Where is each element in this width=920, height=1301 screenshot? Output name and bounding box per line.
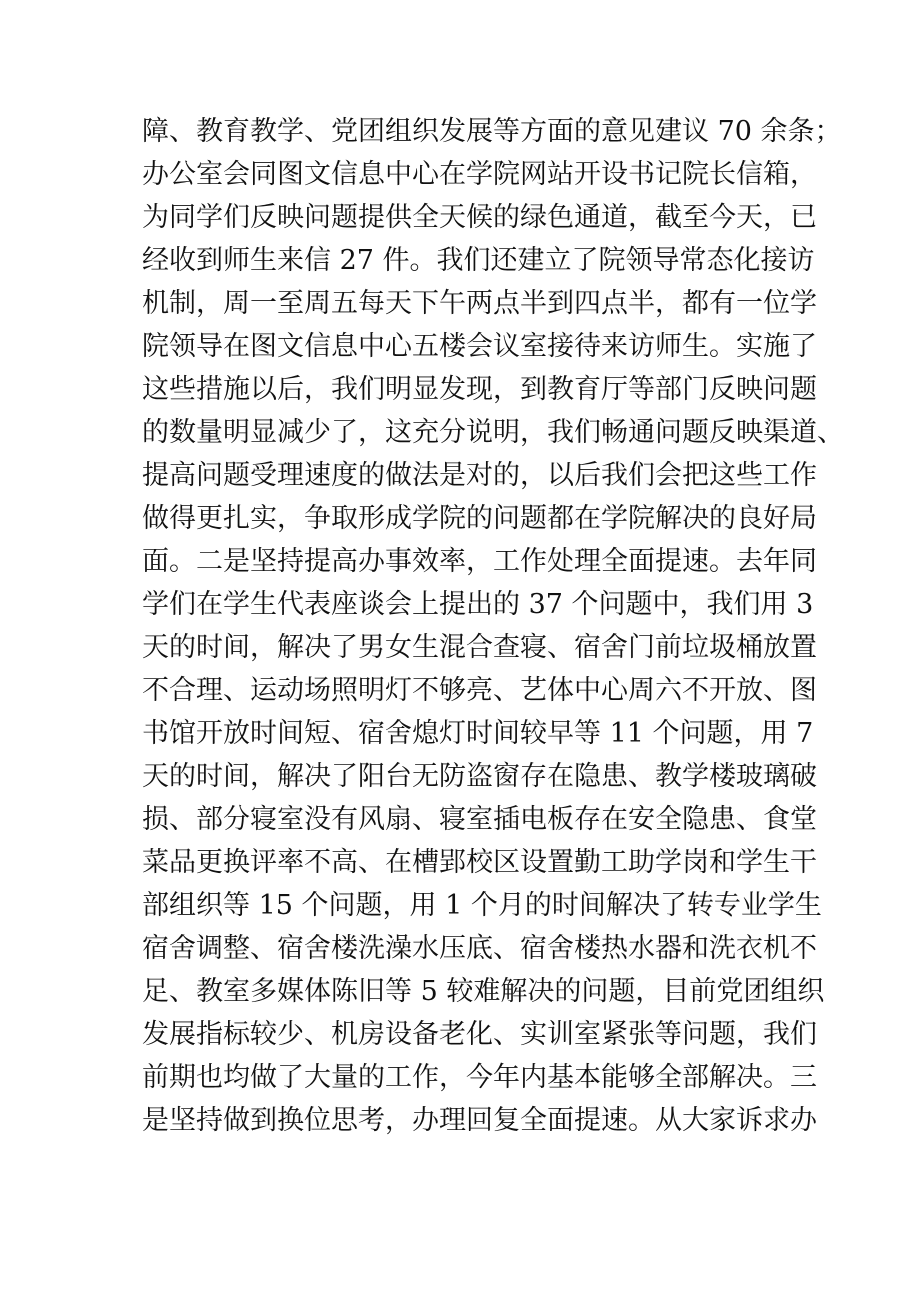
text-line: 这些措施以后，我们明显发现，到教育厅等部门反映问题 bbox=[142, 374, 817, 405]
text-line: 菜品更换评率不高、在槽郢校区设置勤工助学岗和学生干 bbox=[142, 847, 817, 878]
text-line: 院领导在图文信息中心五楼会议室接待来访师生。实施了 bbox=[142, 331, 817, 362]
body-text bbox=[142, 110, 844, 1142]
text-line: 不合理、运动场照明灯不够亮、艺体中心周六不开放、图 bbox=[142, 675, 817, 706]
text-line: 办公室会同图文信息中心在学院网站开设书记院长信箱， bbox=[142, 159, 817, 190]
text-line: 的数量明显减少了，这充分说明，我们畅通问题反映渠道、 bbox=[142, 417, 844, 448]
text-line: 天的时间，解决了阳台无防盗窗存在隐患、教学楼玻璃破 bbox=[142, 761, 817, 792]
text-line: 做得更扎实，争取形成学院的问题都在学院解决的良好局 bbox=[142, 503, 817, 534]
text-line: 部组织等 15 个问题，用 1 个月的时间解决了转专业学生 bbox=[142, 890, 822, 921]
text-line: 发展指标较少、机房设备老化、实训室紧张等问题，我们 bbox=[142, 1019, 817, 1050]
text-line: 学们在学生代表座谈会上提出的 37 个问题中，我们用 3 bbox=[142, 589, 814, 620]
text-line: 足、教室多媒体陈旧等 5 较难解决的问题，目前党团组织 bbox=[142, 976, 825, 1007]
text-line: 障、教育教学、党团组织发展等方面的意见建议 70 余条； bbox=[142, 116, 842, 147]
text-line: 书馆开放时间短、宿舍熄灯时间较早等 11 个问题，用 7 bbox=[142, 718, 814, 749]
text-line: 机制，周一至周五每天下午两点半到四点半，都有一位学 bbox=[142, 288, 817, 319]
text-line: 损、部分寝室没有风扇、寝室插电板存在安全隐患、食堂 bbox=[142, 804, 817, 835]
text-line: 是坚持做到换位思考，办理回复全面提速。从大家诉求办 bbox=[142, 1105, 817, 1136]
text-line: 天的时间，解决了男女生混合查寝、宿舍门前垃圾桶放置 bbox=[142, 632, 817, 663]
text-line: 前期也均做了大量的工作，今年内基本能够全部解决。三 bbox=[142, 1062, 817, 1093]
text-line: 面。二是坚持提高办事效率，工作处理全面提速。去年同 bbox=[142, 546, 817, 577]
text-line: 提高问题受理速度的做法是对的，以后我们会把这些工作 bbox=[142, 460, 817, 491]
text-line: 宿舍调整、宿舍楼洗澡水压底、宿舍楼热水器和洗衣机不 bbox=[142, 933, 817, 964]
text-line: 为同学们反映问题提供全天候的绿色通道，截至今天，已 bbox=[142, 202, 817, 233]
text-line: 经收到师生来信 27 件。我们还建立了院领导常态化接访 bbox=[142, 245, 815, 276]
